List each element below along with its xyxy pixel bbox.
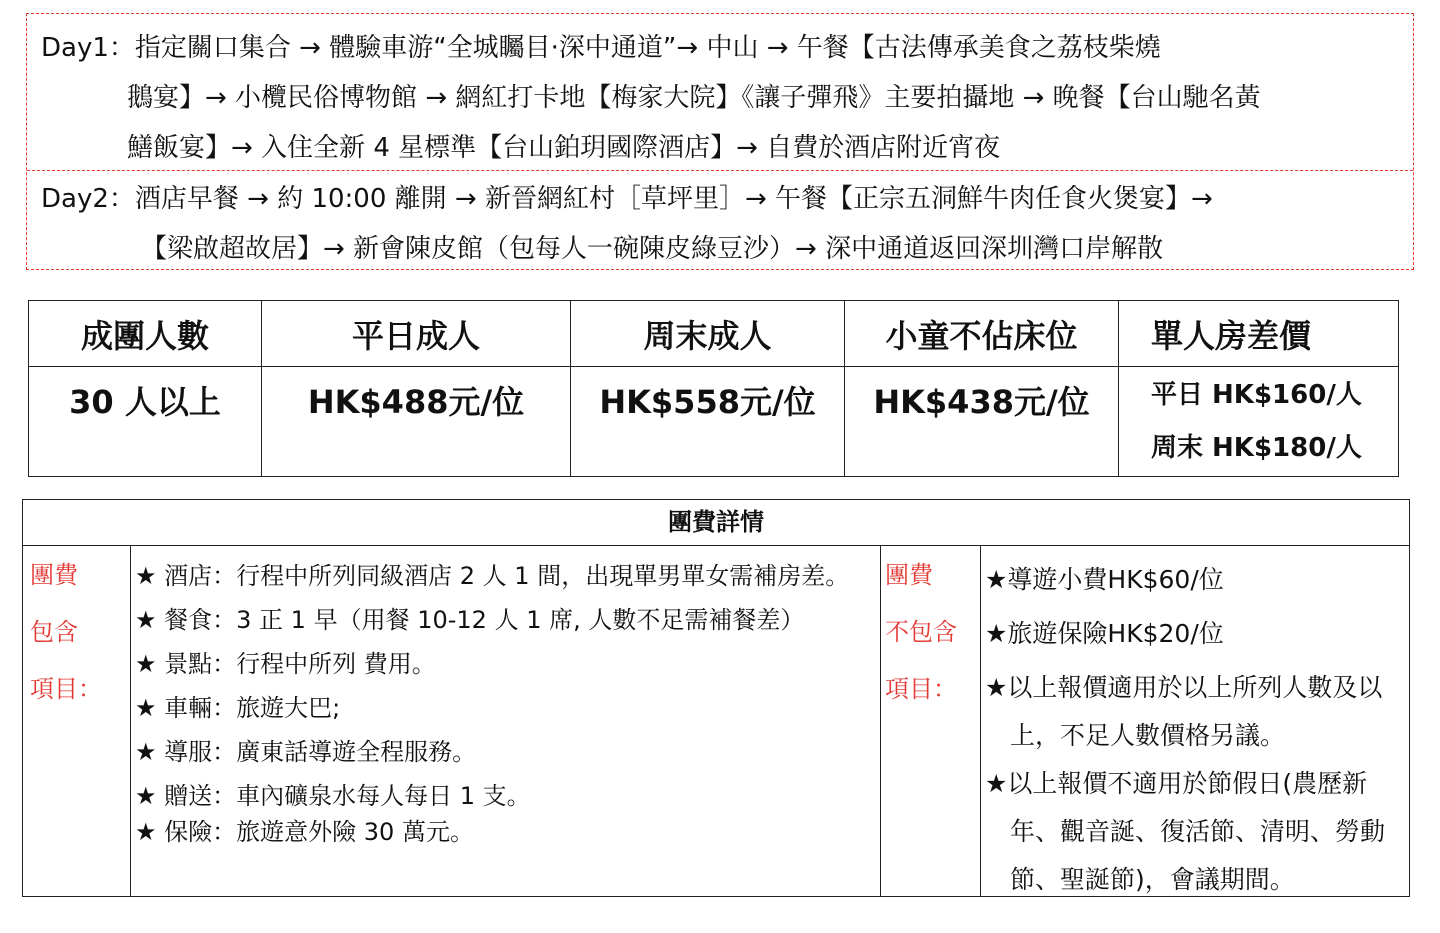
price-table: [28, 300, 1399, 477]
cell-group-size: 30 人以上: [29, 367, 262, 477]
column-divider: [880, 545, 881, 896]
day2-line-1: Day2：酒店早餐 → 約 10:00 離開 → 新晉網紅村［草坪里］→ 午餐【正宗五洞鮮牛肉任食火煲宴】→: [41, 184, 1213, 214]
cell-single-supplement: [1119, 367, 1399, 477]
header-single-supplement: 單人房差價: [1119, 301, 1399, 367]
included-label-line: 項目：: [30, 675, 102, 703]
day1-line-2: 鵝宴】→ 小欖民俗博物館 → 網紅打卡地【梅家大院】《讓子彈飛》主要拍攝地 → 晚餐【台山馳名黃: [127, 83, 1261, 113]
price-row: [29, 367, 1399, 477]
excluded-label: [885, 547, 957, 718]
included-item: ★ 酒店：行程中所列同級酒店 2 人 1 間，出現單男單女需補房差。: [135, 562, 850, 590]
excluded-item: ★導遊小費HK$60/位: [985, 565, 1224, 594]
excluded-items-list: [985, 556, 1385, 904]
fee-details-title: 團費詳情: [23, 500, 1409, 546]
day2-itinerary: [41, 174, 1213, 274]
header-group-size: 成團人數: [29, 301, 262, 367]
excluded-note-line: 年、觀音誕、復活節、清明、勞動: [1010, 817, 1386, 846]
itinerary-divider: [27, 170, 1413, 171]
cell-weekend-adult: HK$558元/位: [571, 367, 845, 477]
excluded-item: ★旅遊保險HK$20/位: [985, 619, 1224, 648]
included-item: ★ 餐食：3 正 1 早（用餐 10-12 人 1 席, 人數不足需補餐差）: [135, 606, 805, 634]
single-weekday: 平日 HK$160/人: [1151, 380, 1362, 410]
excluded-note: [985, 760, 1385, 904]
excluded-note-line: 節、聖誕節)，會議期間。: [1010, 865, 1295, 894]
excluded-label-line: 不包含: [885, 618, 957, 646]
included-item: ★ 景點：行程中所列 費用。: [135, 650, 436, 678]
header-weekday-adult: 平日成人: [262, 301, 571, 367]
excluded-label-line: 團費: [885, 561, 933, 589]
excluded-label-line: 項目：: [885, 675, 957, 703]
excluded-note-line: ★以上報價適用於以上所列人數及以: [985, 673, 1383, 702]
cell-child-no-bed: HK$438元/位: [845, 367, 1119, 477]
included-items-list: [135, 556, 849, 856]
cell-weekday-adult: HK$488元/位: [262, 367, 571, 477]
included-item: ★ 導服：廣東話導遊全程服務。: [135, 738, 477, 766]
day1-itinerary: [41, 23, 1261, 173]
day1-line-1: Day1：指定關口集合 → 體驗車游“全城矚目·深中通道”→ 中山 → 午餐【古法傳承美食之荔枝柴燒: [41, 33, 1161, 63]
included-label-line: 包含: [30, 618, 78, 646]
single-weekend: 周末 HK$180/人: [1151, 433, 1362, 463]
included-item: ★ 保險：旅遊意外險 30 萬元。: [135, 818, 474, 846]
day2-line-2: 【梁啟超故居】→ 新會陳皮館（包每人一碗陳皮綠豆沙）→ 深中通道返回深圳灣口岸解散: [141, 234, 1164, 264]
header-child-no-bed: 小童不佔床位: [845, 301, 1119, 367]
included-label: [30, 547, 102, 718]
included-item: ★ 車輛：旅遊大巴;: [135, 694, 341, 722]
column-divider: [130, 545, 131, 896]
excluded-note-line: 上，不足人數價格另議。: [1010, 721, 1286, 750]
included-item: ★ 贈送：車內礦泉水每人每日 1 支。: [135, 782, 531, 810]
included-label-line: 團費: [30, 561, 78, 589]
header-weekend-adult: 周末成人: [571, 301, 845, 367]
itinerary-box: [26, 13, 1414, 270]
excluded-note: [985, 664, 1385, 760]
fee-details-box: [22, 499, 1410, 897]
price-header-row: [29, 301, 1399, 367]
column-divider: [980, 545, 981, 896]
excluded-note-line: ★以上報價不適用於節假日(農歷新: [985, 769, 1368, 798]
day1-line-3: 鱔飯宴】→ 入住全新 4 星標準【台山鉑玥國際酒店】→ 自費於酒店附近宵夜: [127, 133, 1001, 163]
